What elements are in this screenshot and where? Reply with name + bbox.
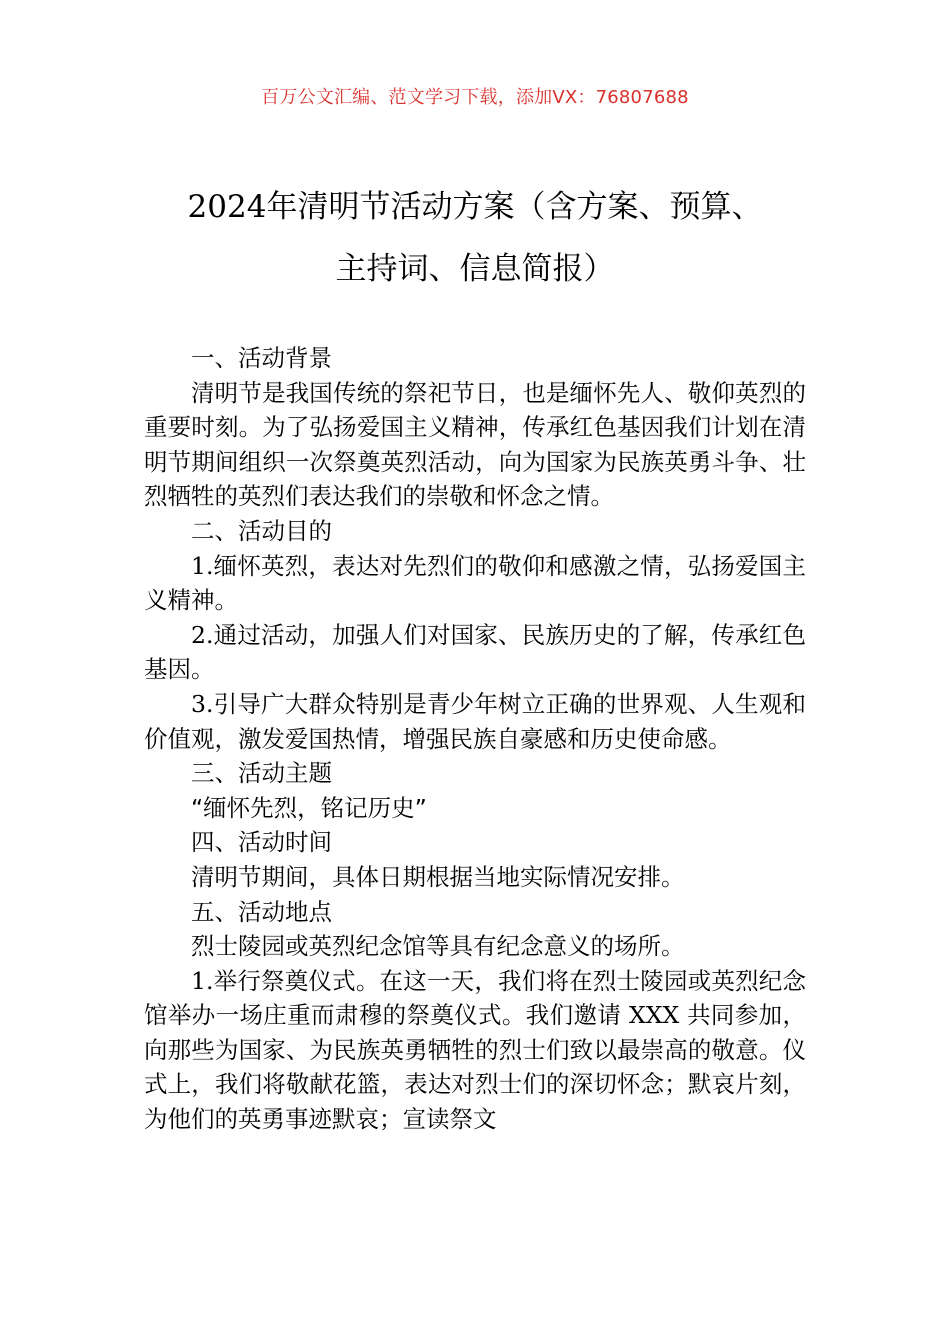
list-number: 1.	[191, 966, 214, 995]
title-line1: 年清明节活动方案（含方案、预算、	[266, 189, 763, 225]
document-title	[80, 176, 870, 300]
title-year: 2024	[187, 189, 267, 225]
list-text: 缅怀英烈，表达对先烈们的敬仰和感激之情，弘扬爱国主义精神。	[144, 551, 806, 615]
paragraph-background: 清明节是我国传统的祭祀节日，也是缅怀先人、敬仰英烈的重要时刻。为了弘扬爱国主义精神，传承红色基因我们计划在清明节期间组织一次祭奠英烈活动，向为国家为民族英勇斗争、壮烈牺牲的英烈们表达我们的崇敬和怀念之情。	[144, 378, 806, 511]
list-number: 2.	[191, 620, 214, 649]
section-heading-time: 四、活动时间	[191, 828, 332, 857]
document-body	[144, 341, 806, 1137]
placeholder-xxx: XXX	[621, 1001, 688, 1030]
section-heading-location: 五、活动地点	[191, 897, 332, 926]
list-text-a: 举行祭奠仪式。在这一天，我们将在烈士陵园或英烈纪念馆举办一场庄重而肃穆的祭奠仪式。我们邀请	[144, 966, 806, 1030]
section-heading-theme: 三、活动主题	[191, 759, 332, 788]
list-text: 引导广大群众特别是青少年树立正确的世界观、人生观和价值观，激发爱国热情，增强民族自豪感和历史使命感。	[144, 689, 806, 753]
list-item-purpose-2	[144, 618, 806, 687]
list-item-purpose-1	[144, 549, 806, 618]
list-item-ceremony	[144, 964, 806, 1137]
list-text: 通过活动，加强人们对国家、民族历史的了解，传承红色基因。	[144, 620, 806, 684]
list-item-purpose-3	[144, 687, 806, 756]
paragraph-time: 清明节期间，具体日期根据当地实际情况安排。	[191, 862, 685, 891]
section-heading-purpose: 二、活动目的	[191, 516, 332, 545]
list-text-b: 共同参加，向那些为国家、为民族英勇牺牲的烈士们致以最崇高的敬意。仪式上，我们将敬献花篮，表达对烈士们的深切怀念；默哀片刻，为他们的英勇事迹默哀；宣读祭文	[144, 1001, 807, 1134]
list-number: 3.	[191, 689, 214, 718]
section-heading-background: 一、活动背景	[191, 344, 332, 372]
header-note: 百万公文汇编、范文学习下载，添加VX：76807688	[261, 87, 689, 108]
list-number: 1.	[191, 551, 214, 580]
title-line2: 主持词、信息简报）	[335, 251, 615, 287]
paragraph-location: 烈士陵园或英烈纪念馆等具有纪念意义的场所。	[191, 932, 685, 961]
paragraph-theme: “缅怀先烈，铭记历史”	[191, 793, 427, 822]
